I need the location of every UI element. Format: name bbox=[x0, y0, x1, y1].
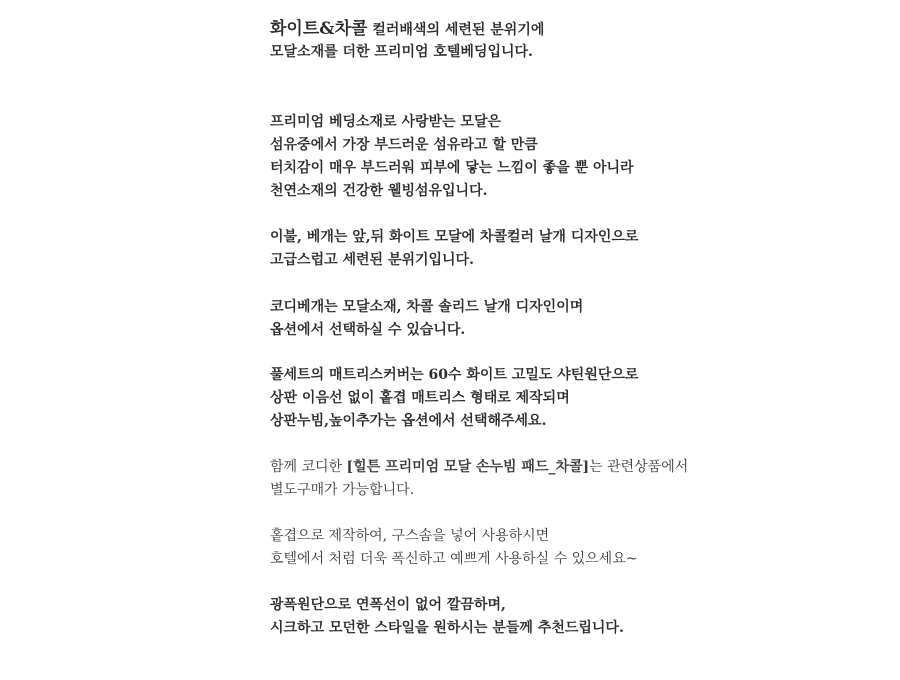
paragraph-line: 상판누빔,높이추가는 옵션에서 선택해주세요. bbox=[270, 413, 547, 429]
paragraph-line: 옵션에서 선택하실 수 있습니다. bbox=[270, 322, 466, 338]
intro-block bbox=[270, 18, 870, 64]
paragraph-line: 광폭원단으로 연폭선이 없어 깔끔하며, bbox=[270, 597, 506, 613]
intro-line-2: 모달소재를 더한 프리미엄 호텔베딩입니다. bbox=[270, 44, 533, 60]
intro-line-1 bbox=[270, 18, 870, 41]
paragraph-line: 상판 이음선 없이 홑겹 매트리스 형태로 제작되며 bbox=[270, 390, 570, 406]
paragraph-line: 별도구매가 가능합니다. bbox=[270, 482, 415, 498]
paragraph-line: 이불, 베개는 앞,뒤 화이트 모달에 차콜컬러 날개 디자인으로 bbox=[270, 229, 639, 245]
paragraph-pillow bbox=[270, 296, 870, 342]
paragraph-line: 섬유중에서 가장 부드러운 섬유라고 할 만큼 bbox=[270, 137, 538, 153]
paragraph-wide-fabric bbox=[270, 594, 870, 640]
paragraph-line: 호텔에서 처럼 더욱 폭신하고 예쁘게 사용하실 수 있으세요~ bbox=[270, 551, 638, 567]
related-product-name: [힐튼 프리미엄 모달 손누빔 패드_차콜] bbox=[346, 459, 590, 475]
paragraph-line: 시크하고 모던한 스타일을 원하시는 분들께 추천드립니다. bbox=[270, 620, 624, 636]
brand-name: 화이트&차콜 bbox=[270, 19, 368, 39]
paragraph-line: 천연소재의 건강한 웰빙섬유입니다. bbox=[270, 183, 488, 199]
paragraph-related-product bbox=[270, 456, 870, 502]
paragraph-design bbox=[270, 226, 870, 272]
paragraph-usage bbox=[270, 525, 870, 571]
paragraph-line: 풀세트의 매트리스커버는 60수 화이트 고밀도 샤틴원단으로 bbox=[270, 367, 639, 383]
paragraph-line: 홑겹으로 제작하여, 구스솜을 넣어 사용하시면 bbox=[270, 528, 550, 544]
paragraph-line: 코디베개는 모달소재, 차콜 솔리드 날개 디자인이며 bbox=[270, 299, 584, 315]
paragraph-line: 고급스럽고 세련된 분위기입니다. bbox=[270, 252, 474, 268]
paragraph-line: 터치감이 매우 부드러워 피부에 닿는 느낌이 좋을 뿐 아니라 bbox=[270, 160, 634, 176]
paragraph-mattress-cover bbox=[270, 364, 870, 433]
related-text-post: 는 관련상품에서 bbox=[589, 459, 689, 475]
paragraph-modal-material bbox=[270, 111, 870, 203]
paragraph-line bbox=[270, 456, 870, 479]
intro-line-1-text: 컬러배색의 세련된 분위기에 bbox=[367, 22, 545, 38]
paragraph-line: 프리미엄 베딩소재로 사랑받는 모달은 bbox=[270, 114, 502, 130]
related-text-pre: 함께 코디한 bbox=[270, 459, 347, 475]
